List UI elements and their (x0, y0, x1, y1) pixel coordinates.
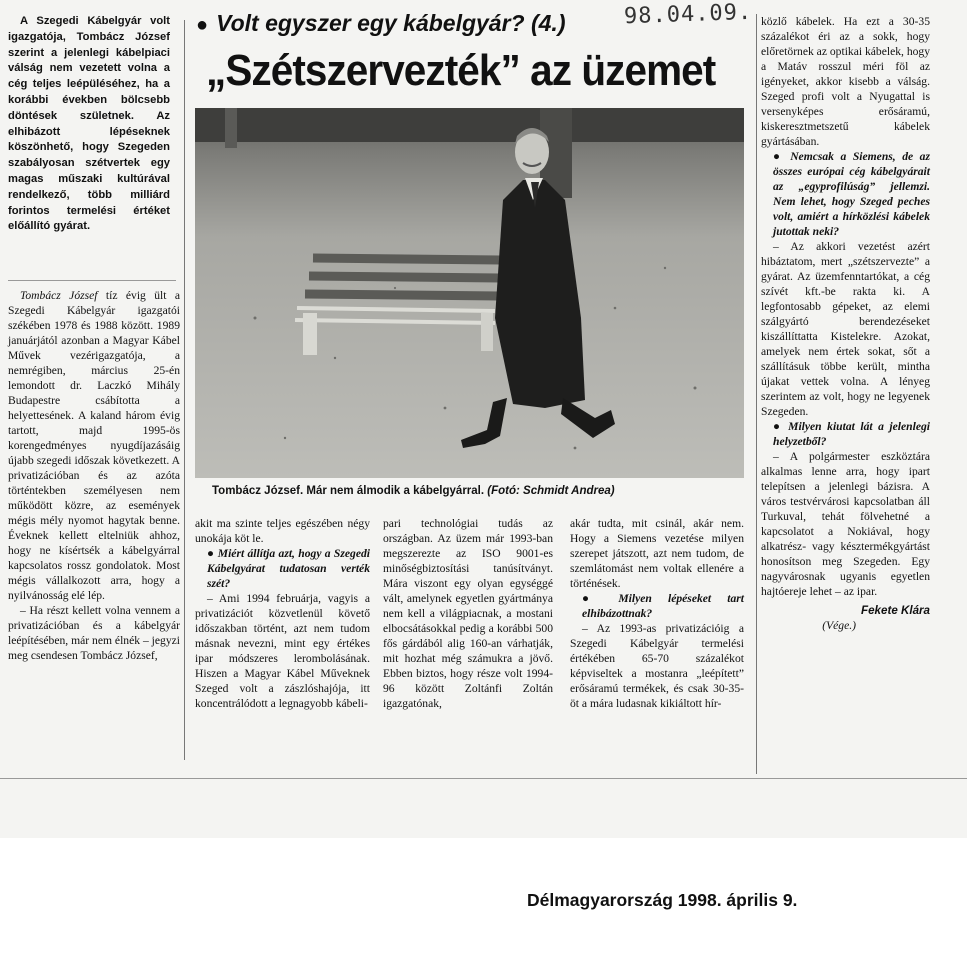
question: ● Miért állítja azt, hogy a Szegedi Kábelgyárat tudatosan verték szét? (207, 547, 370, 590)
paragraph: Tombácz József tíz évig ült a Szegedi Kábelgyár igazgatói székében 1978 és 1988 között. 1989 januárjától azonban a Magyar Kábel Művek vezérigazgatója, a nemrégiben, március 25-én lemondott dr. Laczkó Mihály Budapestre csábította a helyettesének. A kaland három évig tartott, majd 1995-ös korengedményes nyugdíjazásáig újabb szegedi időszak következett. A privatizációban és az azóta történtekben személyesen nem működött közre, az események mégis mély nyomot hagytak benne. Éveknek kellett eltelniük ahhoz, hogy ne kísértsék a kábelgyárral kapcsolatos rossz gondolatok. Most mégis vállalkozott arra, hogy a nyilvánosság elé lép. (8, 289, 180, 602)
lead-rule (8, 280, 176, 281)
question: ● Nemcsak a Siemens, de az összes európai cég kábelgyárait az „egyprofilúság” jellemzi. Nem lehet, hogy Szeged peches volt, amiért a hírközlési kábelek jutottak neki? (773, 150, 930, 238)
column-rule (756, 14, 757, 774)
paragraph: pari technológiai tudás az országban. Az üzem már 1993-ban megszerezte az ISO 9001-es minőségbiztosítási tanúsítványt. Mára viszont egy olyan egységgé vált, amelynek egyetlen gyártmánya nem kell a világpiacnak, a mostani elbocsátásokkal pedig a korábbi 500 fős gárdából alig 160-an várhatják, mit hozhat még számukra a jövő. Ebben biztos, hogy része volt 1994-96 között Zoltánfi Zoltán igazgatónak, (383, 517, 553, 710)
end-mark: (Vége.) (822, 619, 856, 632)
caption-text: Tombácz József. Már nem álmodik a kábelgyárral. (212, 485, 485, 497)
column-3 (383, 516, 553, 711)
paragraph: – Az 1993-as privatizációig a Szegedi Kábelgyár termelési értékében 65-70 százalékot képviseltek a mostanra „leépített” erősáramú termékek, és csak 30-35-öt a mára ludasnak kikiáltott hír- (570, 622, 744, 710)
headline: „Szétszervezték” az üzemet (206, 46, 716, 95)
paragraph: – Ha részt kellett volna vennem a privatizációban és a kábelgyár leépítésében, már nem élnék – jegyzi meg csendesen Tombácz József, (8, 604, 180, 662)
question: ● Milyen kiutat lát a jelenlegi helyzetből? (773, 420, 930, 448)
paragraph: – A polgármester eszköztára alkalmas lenne arra, hogy ipart telepítsen a jelenlegi bázisra. A város testvérvárosi kapcsolatban áll Turkuval, tehát fölvehetné a kapcsolatot a Nokiával, hogy alkatrész- vagy késztermékgyártást honosítson meg Szegeden. Egy nagyvárosnak ugyanis egyetlen hajtóereje lehet – az ipar. (761, 450, 930, 598)
bottom-rule (0, 778, 967, 779)
photo-man-walking-park (195, 108, 744, 478)
person-name: Tombácz József (20, 289, 98, 302)
source-note: Délmagyarország 1998. április 9. (527, 890, 798, 910)
column-1 (8, 288, 180, 663)
kicker-text: Volt egyszer egy kábelgyár? (4.) (216, 10, 566, 36)
column-4 (570, 516, 744, 711)
photo-caption (212, 485, 615, 497)
paragraph: – Az akkori vezetést azért hibáztatom, mert „szétszervezte” a gyárat. Az üzemfenntartókat, a cég szívét kft.-be rakta ki. A legfontosabb gépeket, az elemi szálgyártó berendezéseket kiszállíttatta Kistelekre. Azokat, amelyek nem értek sokat, sőt a szállításuk többe került, mintha újakat vettek volna. A lényeg szerintem az volt, hogy ne legyenek Szegeden. (761, 240, 930, 418)
photo (195, 108, 744, 478)
bullet-icon: ● (773, 150, 791, 163)
paragraph: akár tudta, mit csinál, akár nem. Hogy a Siemens vezetése milyen szerepet játszott, azt nem tudom, de szemlátomást nem voltak ellenére a történések. (570, 517, 744, 590)
bullet-icon: ● (196, 14, 209, 36)
column-2 (195, 516, 370, 711)
photo-credit: (Fotó: Schmidt Andrea) (487, 485, 615, 497)
byline: Fekete Klára (861, 604, 930, 617)
column-rule (184, 20, 185, 760)
paragraph: közlő kábelek. Ha ezt a 30-35 százalékot éri az a sokk, hogy előretörnek az optikai kábelek, hogy a Matáv rosszul méri föl az igényeket, akkor kisebb a válság. Szeged profi volt a Nyugattal is versenyképes erősáramú, kiskeresztmetszetű kábelek gyártásában. (761, 15, 931, 148)
kicker-line (196, 10, 566, 37)
handwritten-date: 98.04.09. (623, 0, 753, 30)
paragraph: – Ami 1994 februárja, vagyis a privatizációt közvetlenül követő időszakban történt, azt nem tudom másnak nevezni, mint egy értékes ipar módszeres lerombolásának. Hiszen a Magyar Kábel Műveknek Szeged volt a zászlóshajója, itt koncentrálódott a legnagyobb kábeli- (195, 592, 370, 710)
column-5 (761, 14, 930, 633)
question: ● Milyen lépéseket tart elhibázottnak? (582, 592, 745, 620)
paragraph: akit ma szinte teljes egészében négy unokája köt le. (195, 517, 370, 545)
lead-paragraph: A Szegedi Kábelgyár volt igazgatója, Tombácz József szerint a jelenlegi kábelpiaci válság nem vezetett volna a cég teljes leépüléséhez, ha a korábbi években bölcsebb döntések születnek. Az elhibázott lépéseknek köszönhető, hogy Szegeden szabályosan szétvertek egy magas műszaki kultúrával rendelkező, több milliárd forintos termelési értéket előállító gyárat. (8, 15, 170, 233)
bullet-icon: ● (207, 547, 218, 560)
bullet-icon: ● (773, 420, 789, 433)
bullet-icon: ● (582, 592, 619, 605)
